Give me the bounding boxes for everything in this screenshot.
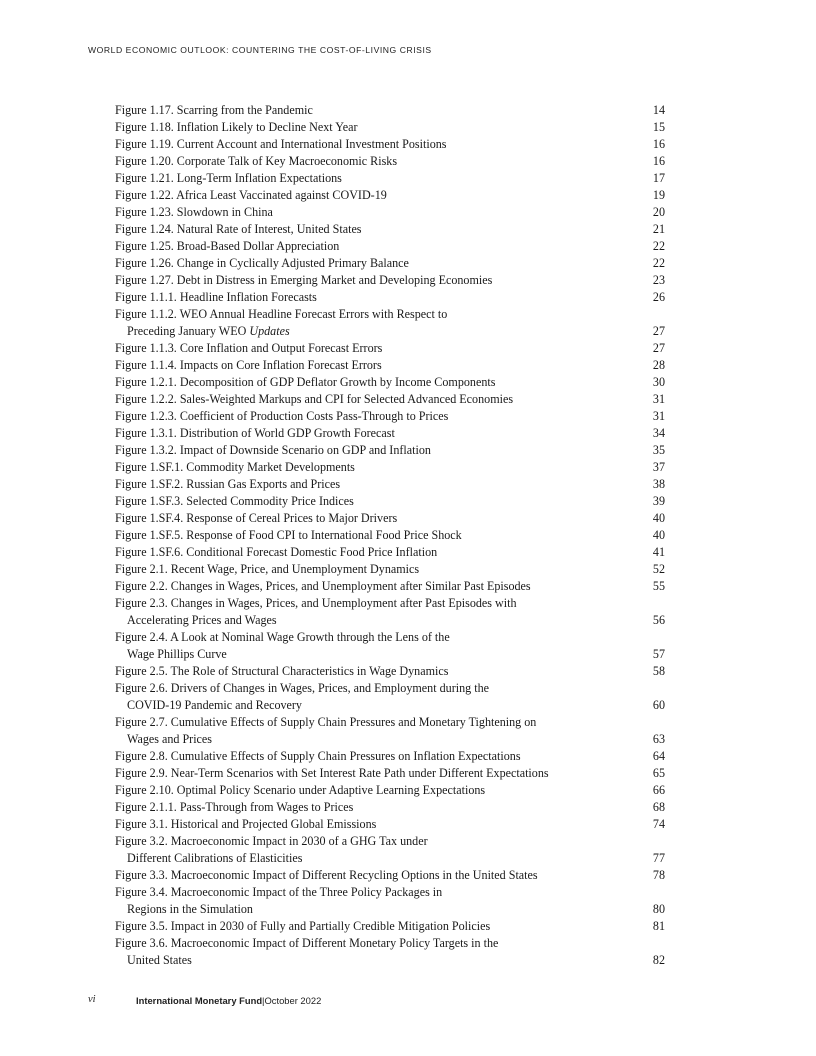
toc-entry[interactable] bbox=[115, 204, 665, 221]
toc-entry-page: 81 bbox=[652, 919, 665, 933]
toc-entry-title: Figure 1.1.2. WEO Annual Headline Forecast Errors with Respect to bbox=[115, 307, 448, 321]
toc-entry[interactable] bbox=[115, 102, 665, 119]
toc-entry-page: 64 bbox=[652, 749, 665, 763]
toc-entry[interactable] bbox=[115, 663, 665, 680]
toc-entry-page: 58 bbox=[652, 664, 665, 678]
toc-entry-title: Figure 1.25. Broad-Based Dollar Appreciation bbox=[115, 239, 340, 253]
toc-entry-page: 80 bbox=[652, 902, 665, 916]
toc-entry[interactable] bbox=[115, 918, 665, 935]
toc-entry-page: 28 bbox=[652, 358, 665, 372]
toc-entry-page: 37 bbox=[652, 460, 665, 474]
toc-entry-title-continuation bbox=[115, 850, 665, 867]
toc-entry-page: 74 bbox=[652, 817, 665, 831]
toc-entry-title: Figure 1.24. Natural Rate of Interest, United States bbox=[115, 222, 362, 236]
toc-entry[interactable] bbox=[115, 221, 665, 238]
toc-entry-page: 40 bbox=[652, 528, 665, 542]
toc-entry[interactable] bbox=[115, 170, 665, 187]
toc-entry-page: 27 bbox=[652, 324, 665, 338]
toc-entry-title: Figure 3.5. Impact in 2030 of Fully and Partially Credible Mitigation Policies bbox=[115, 919, 491, 933]
toc-entry[interactable] bbox=[115, 357, 665, 374]
toc-entry[interactable] bbox=[115, 595, 665, 629]
toc-entry-title: Figure 2.6. Drivers of Changes in Wages, Prices, and Employment during the bbox=[115, 681, 489, 695]
toc-entry-page: 27 bbox=[652, 341, 665, 355]
toc-entry-title-continuation bbox=[115, 697, 665, 714]
toc-entry-page: 35 bbox=[652, 443, 665, 457]
toc-entry[interactable] bbox=[115, 867, 665, 884]
toc-entry-title: Figure 1.3.2. Impact of Downside Scenario on GDP and Inflation bbox=[115, 443, 431, 457]
toc-entry-page: 60 bbox=[652, 698, 665, 712]
toc-entry-title: Figure 1.2.3. Coefficient of Production Costs Pass-Through to Prices bbox=[115, 409, 449, 423]
toc-entry[interactable] bbox=[115, 765, 665, 782]
toc-entry-title: Figure 3.2. Macroeconomic Impact in 2030 of a GHG Tax under bbox=[115, 834, 428, 848]
toc-entry-title: Figure 1.SF.6. Conditional Forecast Domestic Food Price Inflation bbox=[115, 545, 438, 559]
toc-entry[interactable] bbox=[115, 425, 665, 442]
toc-entry[interactable] bbox=[115, 153, 665, 170]
toc-entry[interactable] bbox=[115, 272, 665, 289]
toc-entry-title-continuation bbox=[115, 952, 665, 969]
toc-entry-title: Figure 2.10. Optimal Policy Scenario under Adaptive Learning Expectations bbox=[115, 783, 486, 797]
toc-entry-page: 23 bbox=[652, 273, 665, 287]
toc-entry-title-continuation-text: Regions in the Simulation bbox=[127, 902, 253, 916]
toc-entry-title-continuation-text: Wage Phillips Curve bbox=[127, 647, 227, 661]
toc-entry-page: 55 bbox=[652, 579, 665, 593]
toc-entry-page: 77 bbox=[652, 851, 665, 865]
toc-entry[interactable] bbox=[115, 238, 665, 255]
toc-entry-page: 21 bbox=[652, 222, 665, 236]
toc-entry-title-continuation-text: Accelerating Prices and Wages bbox=[127, 613, 277, 627]
toc-entry-title: Figure 2.8. Cumulative Effects of Supply Chain Pressures on Inflation Expectations bbox=[115, 749, 521, 763]
toc-entry[interactable] bbox=[115, 119, 665, 136]
toc-entry-page: 16 bbox=[652, 154, 665, 168]
toc-entry[interactable] bbox=[115, 476, 665, 493]
toc-entry-page: 66 bbox=[652, 783, 665, 797]
toc-entry-title: Figure 1.1.4. Impacts on Core Inflation Forecast Errors bbox=[115, 358, 382, 372]
toc-entry-page: 20 bbox=[652, 205, 665, 219]
toc-entry[interactable] bbox=[115, 935, 665, 969]
toc-entry-title: Figure 1.26. Change in Cyclically Adjusted Primary Balance bbox=[115, 256, 409, 270]
toc-entry[interactable] bbox=[115, 459, 665, 476]
toc-entry-title: Figure 2.3. Changes in Wages, Prices, and Unemployment after Past Episodes with bbox=[115, 596, 517, 610]
toc-entry-title: Figure 1.27. Debt in Distress in Emerging Market and Developing Economies bbox=[115, 273, 493, 287]
toc-entry-title-continuation bbox=[115, 612, 665, 629]
toc-entry-title-continuation-text: Preceding January WEO bbox=[127, 324, 250, 338]
toc-entry-page: 16 bbox=[652, 137, 665, 151]
toc-entry[interactable] bbox=[115, 799, 665, 816]
toc-entry-title: Figure 3.4. Macroeconomic Impact of the Three Policy Packages in bbox=[115, 885, 443, 899]
toc-entry-title-continuation bbox=[115, 901, 665, 918]
toc-entry-page: 22 bbox=[652, 256, 665, 270]
toc-entry-page: 22 bbox=[652, 239, 665, 253]
toc-entry-page: 65 bbox=[652, 766, 665, 780]
toc-entry-page: 31 bbox=[652, 392, 665, 406]
toc-entry-title-continuation bbox=[115, 731, 665, 748]
toc-entry-page: 57 bbox=[652, 647, 665, 661]
toc-entry-title-continuation bbox=[115, 646, 665, 663]
toc-entry[interactable] bbox=[115, 782, 665, 799]
toc-entry[interactable] bbox=[115, 289, 665, 306]
toc-entry-title: Figure 1.SF.3. Selected Commodity Price Indices bbox=[115, 494, 354, 508]
toc-entry[interactable] bbox=[115, 544, 665, 561]
toc-entry-page: 34 bbox=[652, 426, 665, 440]
toc-entry-title: Figure 1.SF.5. Response of Food CPI to International Food Price Shock bbox=[115, 528, 462, 542]
toc-entry-title: Figure 3.3. Macroeconomic Impact of Different Recycling Options in the United States bbox=[115, 868, 538, 882]
toc-entry-page: 38 bbox=[652, 477, 665, 491]
toc-entry-title: Figure 1.18. Inflation Likely to Decline Next Year bbox=[115, 120, 358, 134]
toc-entry-page: 26 bbox=[652, 290, 665, 304]
toc-entry-page: 82 bbox=[652, 953, 665, 967]
publisher-line bbox=[136, 995, 321, 1006]
toc-entry-page: 19 bbox=[652, 188, 665, 202]
toc-entry-page: 15 bbox=[652, 120, 665, 134]
toc-entry-title: Figure 1.20. Corporate Talk of Key Macroeconomic Risks bbox=[115, 154, 398, 168]
toc-entry[interactable] bbox=[115, 255, 665, 272]
toc-entry-page: 41 bbox=[652, 545, 665, 559]
toc-entry-page: 78 bbox=[652, 868, 665, 882]
toc-entry[interactable] bbox=[115, 187, 665, 204]
toc-entry[interactable] bbox=[115, 136, 665, 153]
toc-entry-title: Figure 1.22. Africa Least Vaccinated against COVID-19 bbox=[115, 188, 387, 202]
toc-entry[interactable] bbox=[115, 510, 665, 527]
toc-entry[interactable] bbox=[115, 748, 665, 765]
toc-entry-page: 39 bbox=[652, 494, 665, 508]
toc-entry[interactable] bbox=[115, 493, 665, 510]
toc-entry-title: Figure 1.21. Long-Term Inflation Expectations bbox=[115, 171, 342, 185]
toc-entry-title-continuation-text: Wages and Prices bbox=[127, 732, 212, 746]
page-number: vi bbox=[88, 994, 96, 1005]
toc-entry-title: Figure 1.2.1. Decomposition of GDP Deflator Growth by Income Components bbox=[115, 375, 496, 389]
list-of-figures bbox=[115, 102, 665, 969]
toc-entry-title-continuation-text: COVID-19 Pandemic and Recovery bbox=[127, 698, 302, 712]
toc-entry-title: Figure 1.1.3. Core Inflation and Output Forecast Errors bbox=[115, 341, 383, 355]
toc-entry[interactable] bbox=[115, 561, 665, 578]
toc-entry-page: 63 bbox=[652, 732, 665, 746]
toc-entry-title: Figure 1.SF.2. Russian Gas Exports and Prices bbox=[115, 477, 341, 491]
toc-entry[interactable] bbox=[115, 340, 665, 357]
toc-entry-page: 30 bbox=[652, 375, 665, 389]
toc-entry-title-continuation-text: United States bbox=[127, 953, 192, 967]
toc-entry-page: 56 bbox=[652, 613, 665, 627]
toc-entry[interactable] bbox=[115, 527, 665, 544]
publisher-name: International Monetary Fund bbox=[136, 995, 263, 1006]
toc-entry[interactable] bbox=[115, 391, 665, 408]
toc-entry-title: Figure 2.5. The Role of Structural Characteristics in Wage Dynamics bbox=[115, 664, 449, 678]
toc-entry-title-continuation bbox=[115, 323, 665, 340]
footer-separator: | bbox=[262, 995, 265, 1006]
toc-entry-title: Figure 2.1. Recent Wage, Price, and Unemployment Dynamics bbox=[115, 562, 420, 576]
toc-entry[interactable] bbox=[115, 306, 665, 340]
toc-entry[interactable] bbox=[115, 816, 665, 833]
toc-entry[interactable] bbox=[115, 442, 665, 459]
toc-entry-title: Figure 1.SF.1. Commodity Market Developments bbox=[115, 460, 355, 474]
toc-entry-title: Figure 1.19. Current Account and International Investment Positions bbox=[115, 137, 447, 151]
toc-entry-page: 31 bbox=[652, 409, 665, 423]
toc-entry-title: Figure 1.SF.4. Response of Cereal Prices to Major Drivers bbox=[115, 511, 398, 525]
toc-entry-title: Figure 2.2. Changes in Wages, Prices, and Unemployment after Similar Past Episodes bbox=[115, 579, 531, 593]
toc-entry-title: Figure 2.7. Cumulative Effects of Supply Chain Pressures and Monetary Tightening on bbox=[115, 715, 537, 729]
running-header: WORLD ECONOMIC OUTLOOK: COUNTERING THE COST-OF-LIVING CRISIS bbox=[88, 45, 432, 55]
toc-entry-title: Figure 1.23. Slowdown in China bbox=[115, 205, 273, 219]
toc-entry-page: 14 bbox=[652, 103, 665, 117]
toc-entry-title: Figure 3.1. Historical and Projected Global Emissions bbox=[115, 817, 377, 831]
toc-entry[interactable] bbox=[115, 833, 665, 867]
toc-entry[interactable] bbox=[115, 884, 665, 918]
toc-entry-page: 68 bbox=[652, 800, 665, 814]
publication-date: October 2022 bbox=[264, 995, 322, 1006]
toc-entry[interactable] bbox=[115, 578, 665, 595]
toc-entry-title: Figure 1.2.2. Sales-Weighted Markups and CPI for Selected Advanced Economies bbox=[115, 392, 514, 406]
toc-entry-title: Figure 1.1.1. Headline Inflation Forecasts bbox=[115, 290, 317, 304]
toc-entry-title: Figure 3.6. Macroeconomic Impact of Different Monetary Policy Targets in the bbox=[115, 936, 499, 950]
toc-entry-title-continuation-text: Different Calibrations of Elasticities bbox=[127, 851, 303, 865]
toc-entry-title: Figure 1.17. Scarring from the Pandemic bbox=[115, 103, 313, 117]
toc-entry[interactable] bbox=[115, 408, 665, 425]
toc-entry-title-italic: Updates bbox=[249, 324, 290, 338]
toc-entry-page: 40 bbox=[652, 511, 665, 525]
toc-entry-title: Figure 2.4. A Look at Nominal Wage Growth through the Lens of the bbox=[115, 630, 450, 644]
toc-entry[interactable] bbox=[115, 374, 665, 391]
toc-entry-title: Figure 1.3.1. Distribution of World GDP Growth Forecast bbox=[115, 426, 395, 440]
toc-entry-title: Figure 2.9. Near-Term Scenarios with Set Interest Rate Path under Different Expectations bbox=[115, 766, 549, 780]
toc-entry[interactable] bbox=[115, 714, 665, 748]
toc-entry[interactable] bbox=[115, 680, 665, 714]
toc-entry-page: 17 bbox=[652, 171, 665, 185]
toc-entry-title: Figure 2.1.1. Pass-Through from Wages to Prices bbox=[115, 800, 354, 814]
toc-entry-page: 52 bbox=[652, 562, 665, 576]
toc-entry[interactable] bbox=[115, 629, 665, 663]
